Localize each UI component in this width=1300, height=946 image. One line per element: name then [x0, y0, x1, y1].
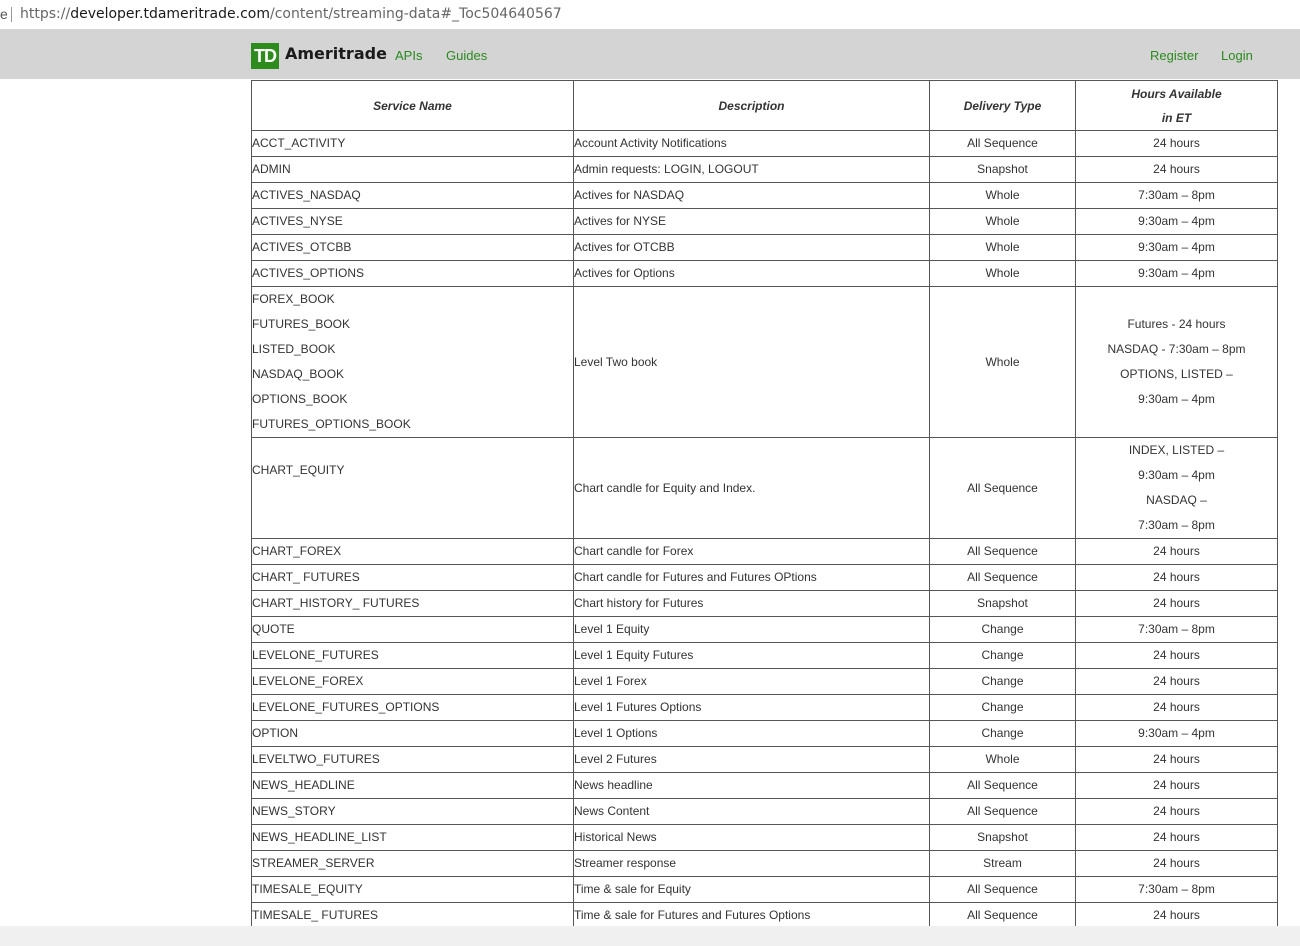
- delivery-type-cell: Whole: [930, 183, 1076, 209]
- table-row: [252, 669, 1278, 695]
- header-delivery-type: Delivery Type: [930, 81, 1076, 131]
- description-cell: Level 2 Futures: [574, 747, 930, 773]
- table-row: [252, 825, 1278, 851]
- delivery-type-cell: Whole: [930, 261, 1076, 287]
- hours-cell: 24 hours: [1076, 851, 1278, 877]
- book-service-name: FUTURES_BOOK: [252, 317, 351, 331]
- page-bottom-edge: [0, 926, 1300, 946]
- header-hours-line2: in ET: [1161, 110, 1192, 125]
- register-link[interactable]: Register: [1150, 48, 1199, 63]
- header-service-name: Service Name: [252, 81, 574, 131]
- hours-line: NASDAQ - 7:30am – 8pm: [1107, 342, 1246, 356]
- service-name-cell: LEVELTWO_FUTURES: [252, 747, 574, 773]
- book-service-name: OPTIONS_BOOK: [252, 392, 348, 406]
- service-name-cell: NEWS_HEADLINE: [252, 773, 574, 799]
- url-text[interactable]: [20, 6, 562, 22]
- delivery-type-cell: Whole: [930, 287, 1076, 438]
- service-name-cell: CHART_ FUTURES: [252, 565, 574, 591]
- hours-cell: 7:30am – 8pm: [1076, 617, 1278, 643]
- book-service-name: LISTED_BOOK: [252, 342, 336, 356]
- description-cell: Actives for OTCBB: [574, 235, 930, 261]
- hours-cell: 9:30am – 4pm: [1076, 209, 1278, 235]
- hours-cell: [1076, 287, 1278, 438]
- hours-line: 7:30am – 8pm: [1138, 518, 1215, 532]
- description-cell: Streamer response: [574, 851, 930, 877]
- book-service-name: FUTURES_OPTIONS_BOOK: [252, 417, 411, 431]
- description-cell: Chart candle for Equity and Index.: [574, 438, 930, 539]
- service-name-cell: CHART_HISTORY_ FUTURES: [252, 591, 574, 617]
- hours-cell: 24 hours: [1076, 591, 1278, 617]
- hours-cell: 24 hours: [1076, 565, 1278, 591]
- hours-line: NASDAQ –: [1146, 493, 1207, 507]
- table-row: [252, 261, 1278, 287]
- service-name-cell: LEVELONE_FUTURES_OPTIONS: [252, 695, 574, 721]
- delivery-type-cell: All Sequence: [930, 131, 1076, 157]
- table-body: [252, 131, 1278, 929]
- service-name-cell: CHART_EQUITY: [252, 438, 574, 539]
- delivery-type-cell: Change: [930, 669, 1076, 695]
- url-path: /content/streaming-data#_Toc504640567: [270, 6, 562, 22]
- description-cell: Chart history for Futures: [574, 591, 930, 617]
- description-cell: Level 1 Equity Futures: [574, 643, 930, 669]
- description-cell: News headline: [574, 773, 930, 799]
- hours-cell: 9:30am – 4pm: [1076, 721, 1278, 747]
- service-name-cell: ACCT_ACTIVITY: [252, 131, 574, 157]
- delivery-type-cell: All Sequence: [930, 565, 1076, 591]
- hours-cell: 9:30am – 4pm: [1076, 261, 1278, 287]
- url-host: developer.tdameritrade.com: [70, 6, 270, 22]
- delivery-type-cell: Change: [930, 721, 1076, 747]
- header-hours-line1: Hours Available: [1131, 86, 1222, 101]
- description-cell: Level 1 Forex: [574, 669, 930, 695]
- header-description: Description: [574, 81, 930, 131]
- delivery-type-cell: All Sequence: [930, 877, 1076, 903]
- description-cell: News Content: [574, 799, 930, 825]
- service-name-cell: CHART_FOREX: [252, 539, 574, 565]
- service-name-cell: NEWS_STORY: [252, 799, 574, 825]
- service-name-cell: TIMESALE_EQUITY: [252, 877, 574, 903]
- table-row: [252, 591, 1278, 617]
- service-name-cell: LEVELONE_FUTURES: [252, 643, 574, 669]
- description-cell: Chart candle for Forex: [574, 539, 930, 565]
- hours-cell: 24 hours: [1076, 799, 1278, 825]
- td-logo-mark: TD: [251, 43, 279, 69]
- table-row: [252, 851, 1278, 877]
- hours-line: 9:30am – 4pm: [1138, 468, 1215, 482]
- hours-cell: 24 hours: [1076, 695, 1278, 721]
- table-row: [252, 183, 1278, 209]
- delivery-type-cell: Change: [930, 643, 1076, 669]
- hours-cell: 24 hours: [1076, 643, 1278, 669]
- table-row: [252, 877, 1278, 903]
- delivery-type-cell: All Sequence: [930, 799, 1076, 825]
- delivery-type-cell: Snapshot: [930, 157, 1076, 183]
- table-row: [252, 235, 1278, 261]
- description-cell: Level 1 Futures Options: [574, 695, 930, 721]
- url-scheme: https://: [20, 6, 71, 22]
- table-row: [252, 643, 1278, 669]
- description-cell: Time & sale for Futures and Futures Options: [574, 903, 930, 929]
- hours-line: Futures - 24 hours: [1127, 317, 1226, 331]
- hours-cell: 7:30am – 8pm: [1076, 183, 1278, 209]
- description-cell: Actives for Options: [574, 261, 930, 287]
- hours-cell: 24 hours: [1076, 669, 1278, 695]
- delivery-type-cell: Whole: [930, 235, 1076, 261]
- service-name-cell: ACTIVES_OPTIONS: [252, 261, 574, 287]
- hours-line: INDEX, LISTED –: [1128, 443, 1225, 457]
- description-cell: Historical News: [574, 825, 930, 851]
- table-row: [252, 209, 1278, 235]
- table-row: [252, 773, 1278, 799]
- description-cell: Level Two book: [574, 287, 930, 438]
- delivery-type-cell: All Sequence: [930, 773, 1076, 799]
- description-cell: Actives for NYSE: [574, 209, 930, 235]
- service-name-cell: TIMESALE_ FUTURES: [252, 903, 574, 929]
- service-name-cell: QUOTE: [252, 617, 574, 643]
- delivery-type-cell: Snapshot: [930, 825, 1076, 851]
- nav-apis-link[interactable]: APIs: [395, 48, 423, 63]
- table-row: [252, 799, 1278, 825]
- description-cell: Level 1 Options: [574, 721, 930, 747]
- browser-edge-glyph: e: [0, 6, 8, 22]
- table-row: [252, 617, 1278, 643]
- table-row: [252, 721, 1278, 747]
- service-name-cell: ACTIVES_OTCBB: [252, 235, 574, 261]
- streaming-services-table: [251, 80, 1278, 929]
- hours-cell: [1076, 438, 1278, 539]
- site-header: [0, 30, 1300, 79]
- delivery-type-cell: All Sequence: [930, 903, 1076, 929]
- hours-cell: 24 hours: [1076, 539, 1278, 565]
- hours-cell: 24 hours: [1076, 747, 1278, 773]
- description-cell: Admin requests: LOGIN, LOGOUT: [574, 157, 930, 183]
- table-row-book: [252, 287, 1278, 438]
- table-row: [252, 747, 1278, 773]
- service-name-cell: STREAMER_SERVER: [252, 851, 574, 877]
- header-hours-available: [1076, 81, 1278, 131]
- address-bar-divider: [11, 7, 12, 22]
- service-name-cell: LEVELONE_FOREX: [252, 669, 574, 695]
- book-service-name: FOREX_BOOK: [252, 292, 335, 306]
- hours-cell: 24 hours: [1076, 157, 1278, 183]
- hours-cell: 24 hours: [1076, 773, 1278, 799]
- table-row: [252, 131, 1278, 157]
- table-row: [252, 539, 1278, 565]
- service-name-cell: [252, 287, 574, 438]
- hours-cell: 24 hours: [1076, 825, 1278, 851]
- table-row-chart-equity: [252, 438, 1278, 539]
- description-cell: Time & sale for Equity: [574, 877, 930, 903]
- book-service-name: NASDAQ_BOOK: [252, 367, 345, 381]
- nav-guides-link[interactable]: Guides: [446, 48, 488, 63]
- hours-cell: 24 hours: [1076, 903, 1278, 929]
- delivery-type-cell: Snapshot: [930, 591, 1076, 617]
- hours-cell: 7:30am – 8pm: [1076, 877, 1278, 903]
- description-cell: Actives for NASDAQ: [574, 183, 930, 209]
- delivery-type-cell: Change: [930, 695, 1076, 721]
- delivery-type-cell: Whole: [930, 747, 1076, 773]
- login-link[interactable]: Login: [1221, 48, 1253, 63]
- service-name-cell: ACTIVES_NASDAQ: [252, 183, 574, 209]
- table-row: [252, 565, 1278, 591]
- service-name-cell: ACTIVES_NYSE: [252, 209, 574, 235]
- table-row: [252, 695, 1278, 721]
- description-cell: Account Activity Notifications: [574, 131, 930, 157]
- delivery-type-cell: Change: [930, 617, 1076, 643]
- table-row: [252, 157, 1278, 183]
- service-name-cell: ADMIN: [252, 157, 574, 183]
- delivery-type-cell: Whole: [930, 209, 1076, 235]
- streaming-services-table-container: [251, 80, 1277, 929]
- delivery-type-cell: All Sequence: [930, 438, 1076, 539]
- delivery-type-cell: All Sequence: [930, 539, 1076, 565]
- brand-name: Ameritrade: [285, 44, 387, 63]
- description-cell: Chart candle for Futures and Futures OPtions: [574, 565, 930, 591]
- hours-line: 9:30am – 4pm: [1138, 392, 1215, 406]
- description-cell: Level 1 Equity: [574, 617, 930, 643]
- hours-line: OPTIONS, LISTED –: [1120, 367, 1233, 381]
- table-header-row: [252, 81, 1278, 131]
- service-name-cell: OPTION: [252, 721, 574, 747]
- address-bar[interactable]: [0, 0, 1300, 30]
- service-name-cell: NEWS_HEADLINE_LIST: [252, 825, 574, 851]
- table-row: [252, 903, 1278, 929]
- hours-cell: 24 hours: [1076, 131, 1278, 157]
- hours-cell: 9:30am – 4pm: [1076, 235, 1278, 261]
- delivery-type-cell: Stream: [930, 851, 1076, 877]
